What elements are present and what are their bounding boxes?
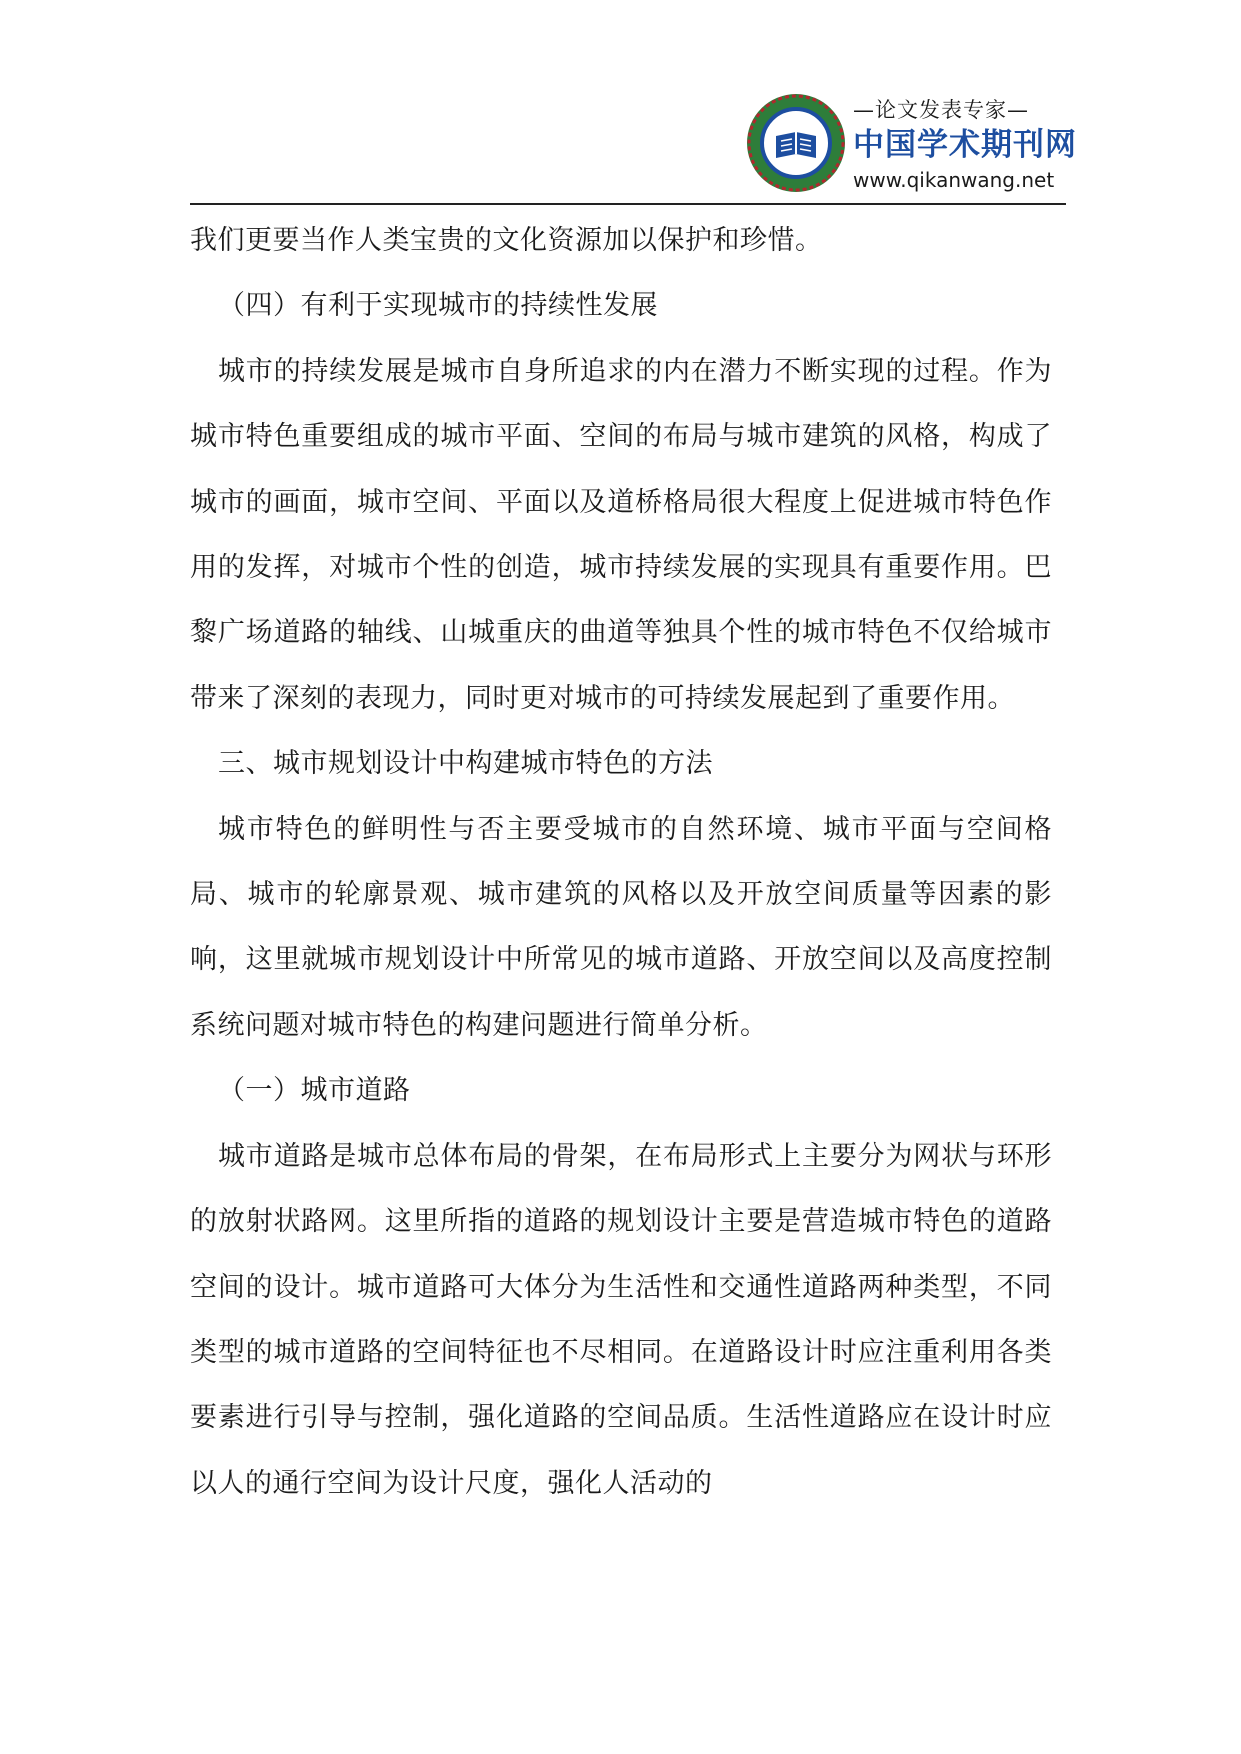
paragraph: 城市特色的鲜明性与否主要受城市的自然环境、城市平面与空间格局、城市的轮廓景观、城市建筑的风格以及开放空间质量等因素的影响，这里就城市规划设计中所常见的城市道路、开放空间以及高度控制系统问题对城市特色的构建问题进行简单分析。 xyxy=(190,813,1052,1041)
subsection-heading-1: （一）城市道路 xyxy=(218,1075,411,1107)
publisher-logo xyxy=(745,92,1077,200)
logo-url: www.qikanwang.net xyxy=(853,168,1055,192)
seal-emblem-icon xyxy=(745,92,847,194)
paragraph: 城市道路是城市总体布局的骨架，在布局形式上主要分为网状与环形的放射状路网。这里所指的道路的规划设计主要是营造城市特色的道路空间的设计。城市道路可大体分为生活性和交通性道路两种类型，不同类型的城市道路的空间特征也不尽相同。在道路设计时应注重利用各类要素进行引导与控制，强化道路的空间品质。生活性道路应在设计时应以人的通行空间为设计尺度，强化人活动的 xyxy=(190,1140,1052,1499)
header-divider xyxy=(190,203,1066,205)
document-body xyxy=(190,208,1052,1516)
section-heading-4: （四）有利于实现城市的持续性发展 xyxy=(218,290,658,322)
section-heading-3: 三、城市规划设计中构建城市特色的方法 xyxy=(218,748,713,780)
logo-brand-name: 中国学术期刊网 xyxy=(853,127,1077,163)
paragraph-continuation: 我们更要当作人类宝贵的文化资源加以保护和珍惜。 xyxy=(190,225,823,256)
paragraph: 城市的持续发展是城市自身所追求的内在潜力不断实现的过程。作为城市特色重要组成的城市平面、空间的布局与城市建筑的风格，构成了城市的画面，城市空间、平面以及道桥格局很大程度上促进城市特色作用的发挥，对城市个性的创造，城市持续发展的实现具有重要作用。巴黎广场道路的轴线、山城重庆的曲道等独具个性的城市特色不仅给城市带来了深刻的表现力，同时更对城市的可持续发展起到了重要作用。 xyxy=(190,355,1052,714)
logo-tagline: —论文发表专家— xyxy=(853,98,1029,122)
